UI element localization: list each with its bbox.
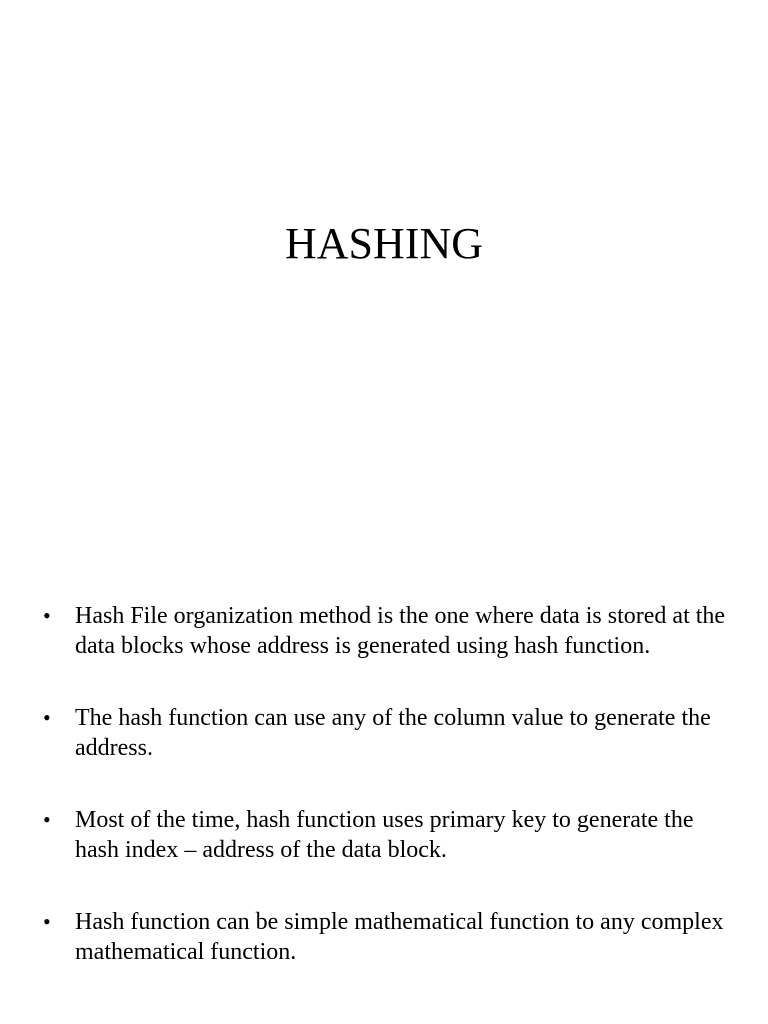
- bullet-text: Hash function can be simple mathematical function to any complex mathematical function.: [75, 909, 724, 965]
- list-item: [0, 805, 768, 865]
- slide-title: HASHING: [285, 219, 483, 268]
- bullet-text: The hash function can use any of the column value to generate the address.: [75, 705, 711, 761]
- bullet-icon: •: [43, 603, 51, 628]
- bullet-icon: •: [43, 807, 51, 832]
- list-item: [0, 601, 768, 661]
- bullet-text: Most of the time, hash function uses primary key to generate the hash index – address of the data block.: [75, 807, 694, 863]
- bullet-list: [0, 601, 768, 1009]
- bullet-icon: •: [43, 909, 51, 934]
- bullet-text: Hash File organization method is the one where data is stored at the data blocks whose address is generated using hash function.: [75, 603, 726, 659]
- bullet-icon: •: [43, 705, 51, 730]
- list-item: [0, 703, 768, 763]
- list-item: [0, 907, 768, 967]
